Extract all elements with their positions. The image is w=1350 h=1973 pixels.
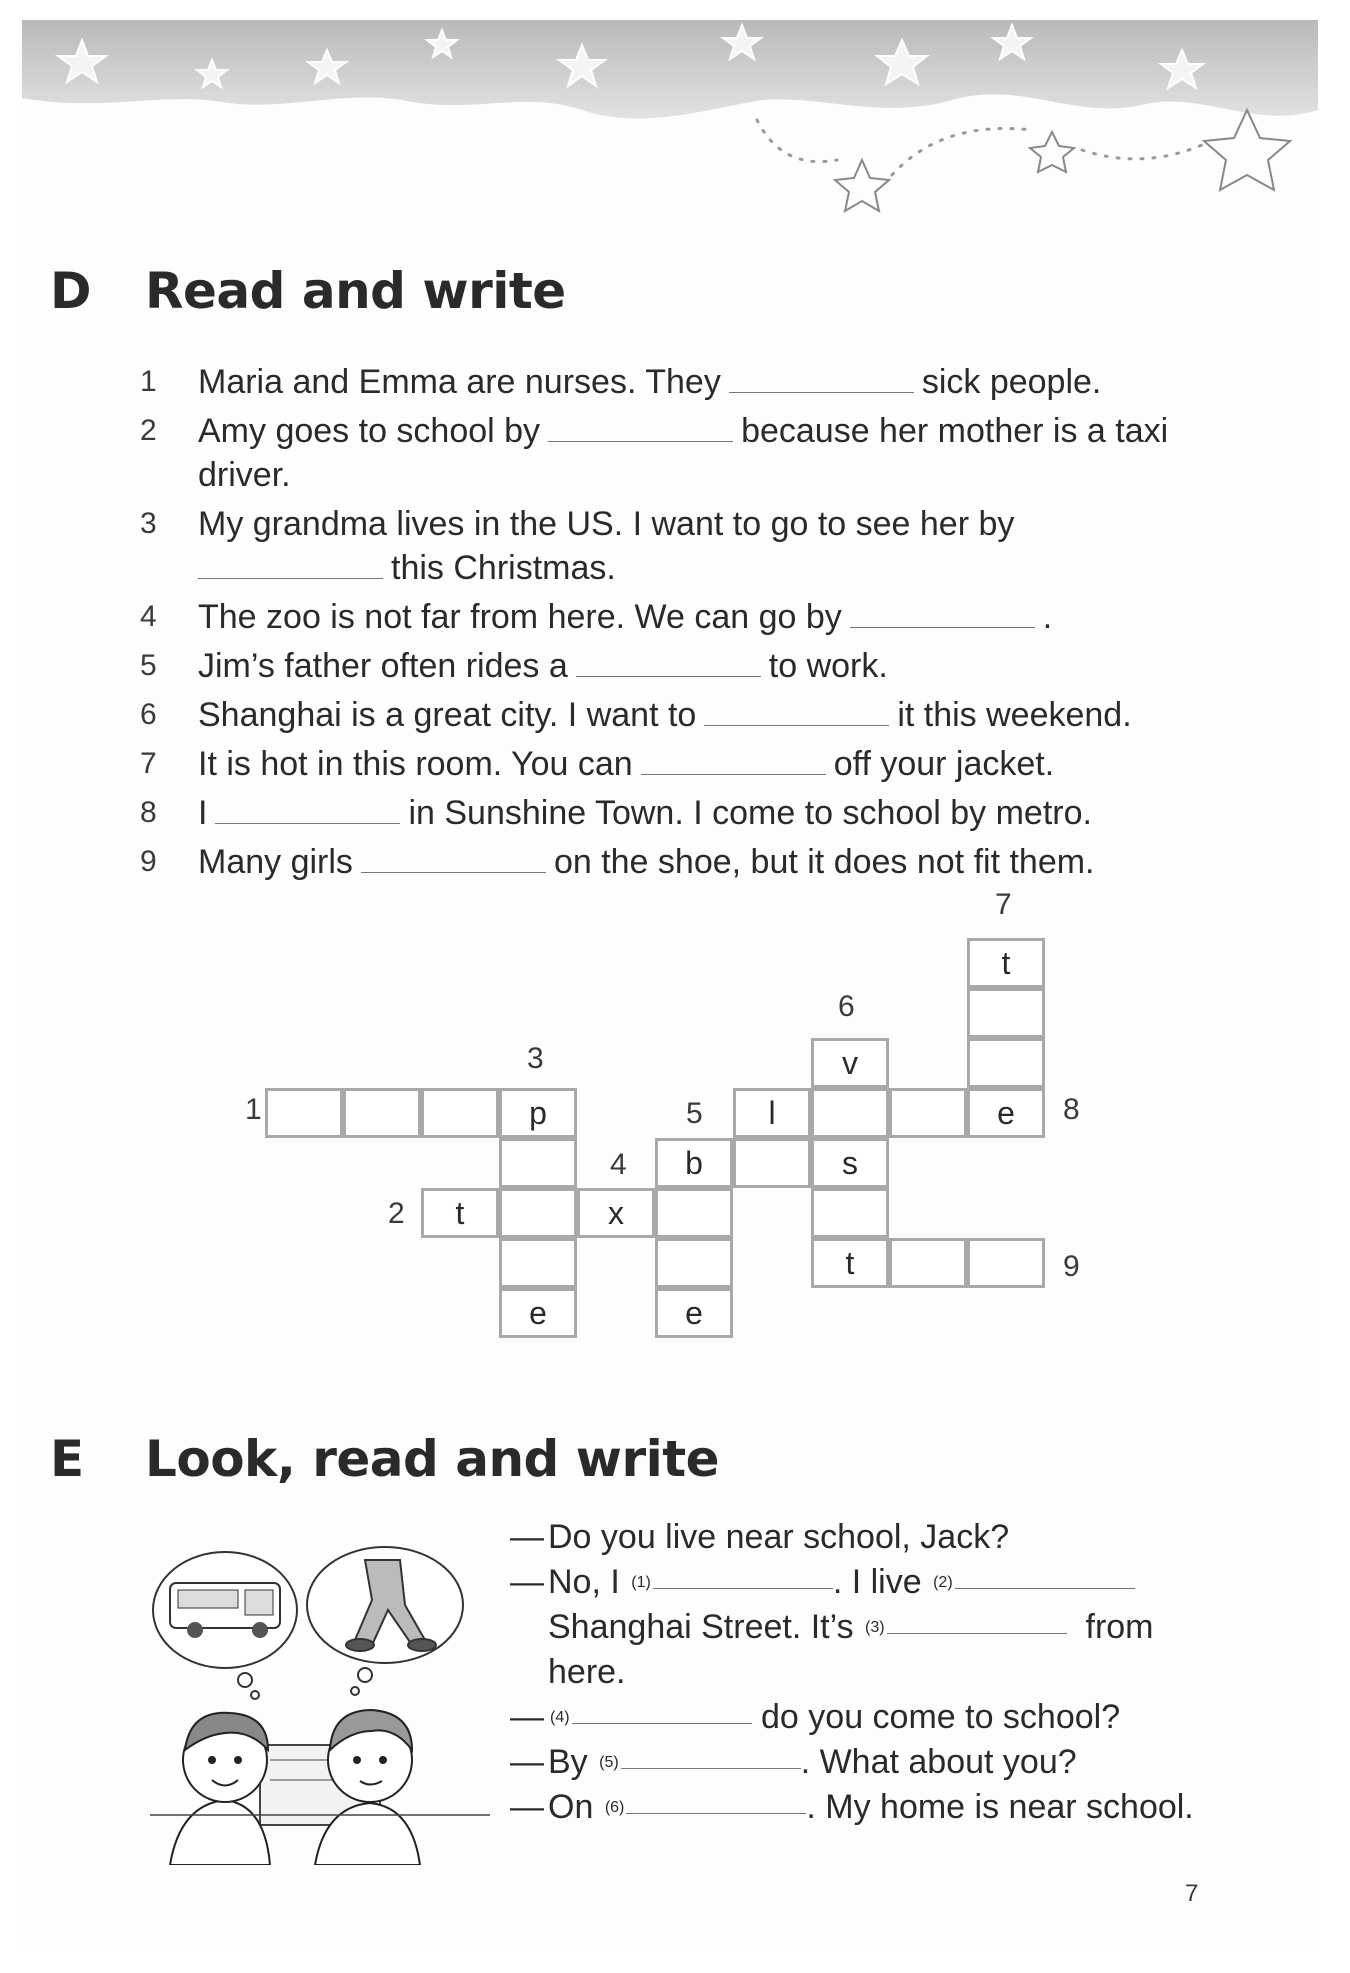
crossword-cell[interactable]: s [811,1138,889,1188]
question-text-before: The zoo is not far from here. We can go by [198,598,842,636]
answer-blank-7[interactable] [641,746,826,775]
question-4 [140,595,1260,639]
crossword-cell[interactable]: t [421,1188,499,1238]
question-text-before: It is hot in this room. You can [198,745,633,783]
question-text-after: on the shoe, but it does not fit them. [553,843,1095,881]
answer-blank-e4[interactable] [572,1695,752,1724]
question-text-after: in Sunshine Town. I come to school by metro. [408,794,1092,832]
dialog-text: here. [548,1653,626,1691]
dash: — [510,1563,544,1601]
crossword-cell[interactable] [499,1138,577,1188]
answer-blank-3[interactable] [198,550,383,579]
question-number: 9 [140,845,157,878]
crossword-number-1: 1 [245,1093,262,1126]
crossword-number-3: 3 [527,1042,544,1075]
answer-blank-2[interactable] [548,413,733,442]
question-text-before: Maria and Emma are nurses. They [198,363,721,401]
crossword-cell[interactable] [967,1038,1045,1088]
dialog-line-3 [510,1605,1310,1650]
question-number: 6 [140,698,157,731]
crossword-cell[interactable]: e [499,1288,577,1338]
answer-blank-5[interactable] [576,648,761,677]
page-number: 7 [1185,1880,1199,1907]
section-d-letter: D [50,262,92,320]
crossword-cell[interactable] [421,1088,499,1138]
answer-blank-e5[interactable] [621,1740,801,1769]
header-banner [22,20,1318,230]
dash: — [510,1743,544,1781]
blank-marker-2: (2) [933,1574,953,1591]
dash: — [510,1788,544,1826]
question-number: 2 [140,414,157,447]
dialog-text: from [1085,1608,1154,1646]
crossword-number-4: 4 [610,1148,627,1181]
answer-blank-6[interactable] [704,697,889,726]
question-9 [140,840,1260,884]
crossword-number-2: 2 [388,1197,405,1230]
dialog-text: No, I [548,1563,620,1601]
question-text-after: off your jacket. [833,745,1055,783]
crossword-cell[interactable] [499,1188,577,1238]
answer-blank-e3[interactable] [887,1605,1067,1634]
question-text-before: My grandma lives in the US. I want to go to see her by [198,505,1015,543]
blank-marker-3: (3) [865,1619,885,1636]
question-8 [140,791,1260,835]
question-7 [140,742,1260,786]
crossword-cell[interactable] [889,1088,967,1138]
question-6 [140,693,1260,737]
question-list [140,360,1260,889]
question-text-before: Shanghai is a great city. I want to [198,696,697,734]
question-text-after: to work. [768,647,888,685]
crossword-cell[interactable] [967,988,1045,1038]
question-text-after: . [1042,598,1053,636]
question-number: 8 [140,796,157,829]
dialog-line-7 [510,1785,1310,1830]
star-banner-graphic [22,20,1318,230]
answer-blank-1[interactable] [729,364,914,393]
boys-talking-image [150,1545,490,1865]
dialog-line-5 [510,1695,1310,1740]
dialog-text: . What about you? [800,1743,1077,1781]
dialog-text: do you come to school? [761,1698,1121,1736]
crossword-cell[interactable]: e [967,1088,1045,1138]
dash: — [510,1518,544,1556]
crossword-cell[interactable] [811,1188,889,1238]
crossword-number-8: 8 [1063,1093,1080,1126]
boy-left [170,1713,270,1865]
crossword-cell[interactable] [811,1088,889,1138]
question-number: 5 [140,649,157,682]
question-text-before: Jim’s father often rides a [198,647,568,685]
dialog-text: Do you live near school, Jack? [548,1518,1010,1556]
crossword-number-7: 7 [995,888,1012,921]
question-2 [140,409,1260,497]
dialog-line-4 [510,1650,1310,1695]
question-number: 4 [140,600,157,633]
section-d-title: Read and write [145,262,566,320]
crossword-cell[interactable]: t [967,938,1045,988]
dialog-line-6 [510,1740,1310,1785]
question-number: 1 [140,365,157,398]
dialog-line-2 [510,1560,1310,1605]
dialog-text: On [548,1788,594,1826]
question-text-after: sick people. [921,363,1102,401]
answer-blank-e6[interactable] [626,1785,806,1814]
question-3 [140,502,1260,590]
question-text-before: I [198,794,208,832]
section-e-title: Look, read and write [145,1430,720,1488]
crossword-cell[interactable]: l [733,1088,811,1138]
answer-blank-e2[interactable] [955,1560,1135,1589]
dialog-text: . My home is near school. [806,1788,1194,1826]
crossword-cell[interactable] [499,1238,577,1288]
question-text-after: because her mother is a taxi driver. [198,412,1169,494]
boys-illustration [150,1545,490,1865]
crossword-cell[interactable] [655,1188,733,1238]
question-1 [140,360,1260,404]
question-text-after: this Christmas. [391,549,616,587]
crossword-cell[interactable] [733,1138,811,1188]
crossword-cell[interactable] [967,1238,1045,1288]
dash: — [510,1698,544,1736]
crossword-number-5: 5 [686,1097,703,1130]
answer-blank-9[interactable] [361,844,546,873]
dialog-text: Shanghai Street. It’s [548,1608,854,1646]
crossword-number-9: 9 [1063,1250,1080,1283]
crossword-cell[interactable] [889,1238,967,1288]
section-e-letter: E [50,1430,85,1488]
blank-marker-1: (1) [631,1574,651,1591]
crossword-cell[interactable] [343,1088,421,1138]
dialog-text: By [548,1743,588,1781]
dialog-text: . I live [832,1563,922,1601]
answer-blank-8[interactable] [215,795,400,824]
question-text-before: Amy goes to school by [198,412,541,450]
dialog-line-1 [510,1515,1310,1560]
crossword-cell[interactable]: b [655,1138,733,1188]
crossword-cell[interactable]: e [655,1288,733,1338]
question-number: 3 [140,507,157,540]
crossword-cell[interactable] [655,1238,733,1288]
crossword-cell[interactable]: v [811,1038,889,1088]
question-text-after: it this weekend. [897,696,1132,734]
blank-marker-5: (5) [599,1754,619,1771]
question-number: 7 [140,747,157,780]
answer-blank-e1[interactable] [653,1560,833,1589]
crossword-number-6: 6 [838,990,855,1023]
answer-blank-4[interactable] [850,599,1035,628]
question-5 [140,644,1260,688]
crossword-cell[interactable] [265,1088,343,1138]
crossword-cell[interactable]: p [499,1088,577,1138]
blank-marker-6: (6) [604,1799,625,1816]
crossword-cell[interactable]: x [577,1188,655,1238]
blank-marker-4: (4) [550,1709,570,1726]
question-text-before: Many girls [198,843,353,881]
dialog [510,1515,1310,1830]
crossword-cell[interactable]: t [811,1238,889,1288]
